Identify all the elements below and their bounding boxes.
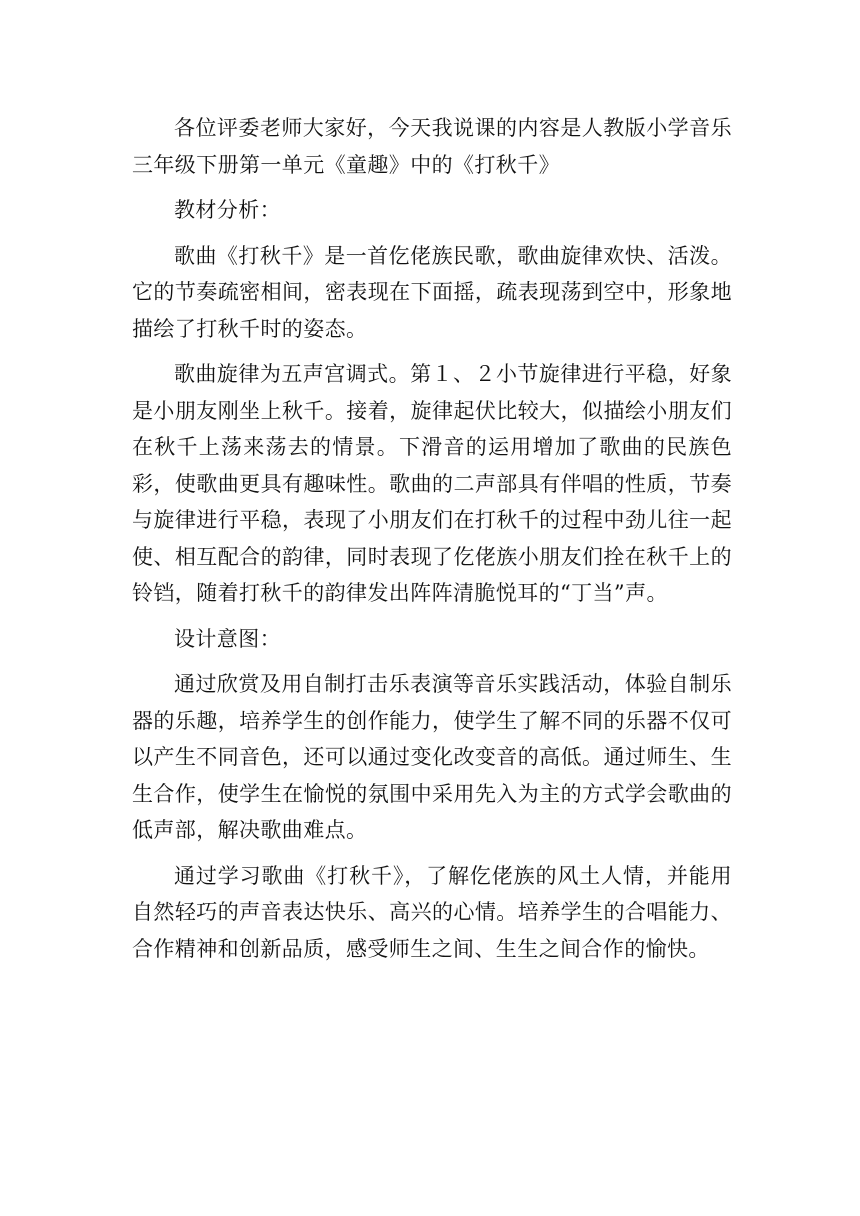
analysis-paragraph-1: 歌曲《打秋千》是一首仡佬族民歌，歌曲旋律欢快、活泼。它的节奏疏密相间，密表现在下面摇，疏表现荡到空中，形象地描绘了打秋千时的姿态。 — [132, 243, 732, 341]
section-heading-textbook-analysis: 教材分析： — [174, 198, 281, 222]
analysis-paragraph-2: 歌曲旋律为五声宫调式。第１、２小节旋律进行平稳，好象是小朋友刚坐上秋千。接着，旋律起伏比较大，似描绘小朋友们在秋千上荡来荡去的情景。下滑音的运用增加了歌曲的民族色彩，使歌曲更具有趣味性。歌曲的二声部具有伴唱的性质，节奏与旋律进行平稳，表现了小朋友们在打秋千的过程中劲儿往一起使、相互配合的韵律，同时表现了仡佬族小朋友们拴在秋千上的铃铛，随着打秋千的韵律发出阵阵清脆悦耳的“丁当”声。 — [132, 362, 732, 605]
design-paragraph-2: 通过学习歌曲《打秋千》，了解仡佬族的风土人情，并能用自然轻巧的声音表达快乐、高兴的心情。培养学生的合唱能力、合作精神和创新品质，感受师生之间、生生之间合作的愉快。 — [132, 863, 732, 961]
design-paragraph-1: 通过欣赏及用自制打击乐表演等音乐实践活动，体验自制乐器的乐趣，培养学生的创作能力，使学生了解不同的乐器不仅可以产生不同音色，还可以通过变化改变音的高低。通过师生、生生合作，使学生在愉悦的氛围中采用先入为主的方式学会歌曲的低声部，解决歌曲难点。 — [132, 672, 732, 842]
document-body — [132, 110, 732, 976]
section-heading-design-intent: 设计意图： — [174, 626, 281, 651]
intro-paragraph: 各位评委老师大家好，今天我说课的内容是人教版小学音乐三年级下册第一单元《童趣》中的《打秋千》 — [132, 116, 732, 177]
